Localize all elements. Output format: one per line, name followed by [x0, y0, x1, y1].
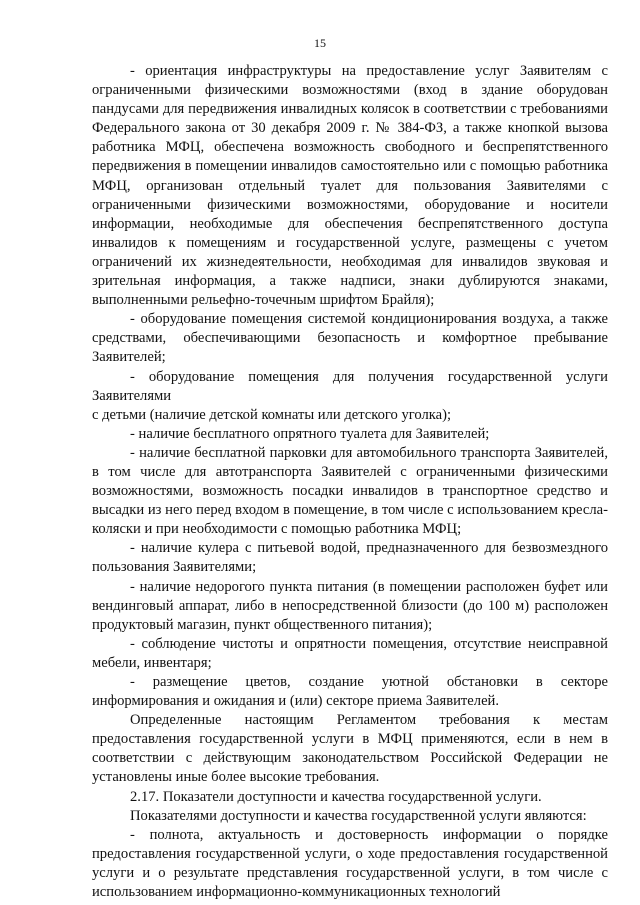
paragraph-children-room-continued: с детьми (наличие детской комнаты или детского уголка); — [92, 406, 452, 423]
paragraph-food-point: - наличие недорогого пункта питания (в помещении расположен буфет или вендинговый аппарат, либо в непосредственной близости (до 100 м) расположен продуктовый магазин, пункт общественного питания); — [92, 578, 608, 633]
paragraph-infrastructure: - ориентация инфраструктуры на предоставление услуг Заявителям с ограниченными физическими возможностями (вход в здание оборудован пандусами для передвижения инвалидных колясок в соответствии с требованиями Федерального закона от 30 декабря 2009 г. № 384-ФЗ, а также кнопкой вызова работника МФЦ, обеспечена возможность свободного и беспрепятственного передвижения в помещении инвалидов самостоятельно или с помощью работника МФЦ, организован отдельный туалет для пользования Заявителями с ограниченными физическими возможностями, оборудование и носители информации, необходимые для обеспечения беспрепятственного доступа инвалидов к помещениям и государственной услуге, размещены с учетом ограничений их жизнедеятельности, необходимая для инвалидов звуковая и зрительная информация, а также надписи, знаки дублируются знаками, выполненными рельефно-точечным шрифтом Брайля); — [92, 63, 608, 309]
page-number: 15 — [314, 36, 326, 50]
paragraph-air-conditioning: - оборудование помещения системой кондиционирования воздуха, а также средствами, обеспечивающими безопасность и комфортное пребывание Заявителей; — [92, 311, 608, 366]
paragraph-requirements: Определенные настоящим Регламентом требования к местам предоставления государственной услуги в МФЦ применяются, если в нем в соответствии с действующим законодательством Российской Федерации не установлены иные более высокие требования. — [92, 712, 608, 786]
paragraph-cleanliness: - соблюдение чистоты и опрятности помещения, отсутствие неисправной мебели, инвентаря; — [92, 635, 608, 671]
section-heading-2-17: 2.17. Показатели доступности и качества государственной услуги. — [130, 788, 542, 805]
document-body — [92, 62, 608, 902]
paragraph-flowers: - размещение цветов, создание уютной обстановки в секторе информирования и ожидания и (или) секторе приема Заявителей. — [92, 674, 608, 710]
paragraph-children-room: - оборудование помещения для получения государственной услуги Заявителями — [92, 368, 608, 404]
paragraph-toilet: - наличие бесплатного опрятного туалета для Заявителей; — [130, 425, 490, 442]
paragraph-water-cooler: - наличие кулера с питьевой водой, предназначенного для безвозмездного пользования Заявителями; — [92, 540, 608, 576]
paragraph-parking: - наличие бесплатной парковки для автомобильного транспорта Заявителей, в том числе для автотранспорта Заявителей с ограниченными физическими возможностями, возможность посадки инвалидов в транспортное средство и высадки из него перед входом в помещение, в том числе с использованием кресла-коляски и при необходимости с помощью работника МФЦ; — [92, 444, 608, 538]
paragraph-information-completeness: - полнота, актуальность и достоверность информации о порядке предоставления государственной услуги, о ходе предоставления государственной услуги и о результате представления государственной услуги, в том числе с использованием информационно-коммуникационных технологий — [92, 826, 608, 901]
paragraph-indicators-intro: Показателями доступности и качества государственной услуги являются: — [130, 807, 587, 824]
